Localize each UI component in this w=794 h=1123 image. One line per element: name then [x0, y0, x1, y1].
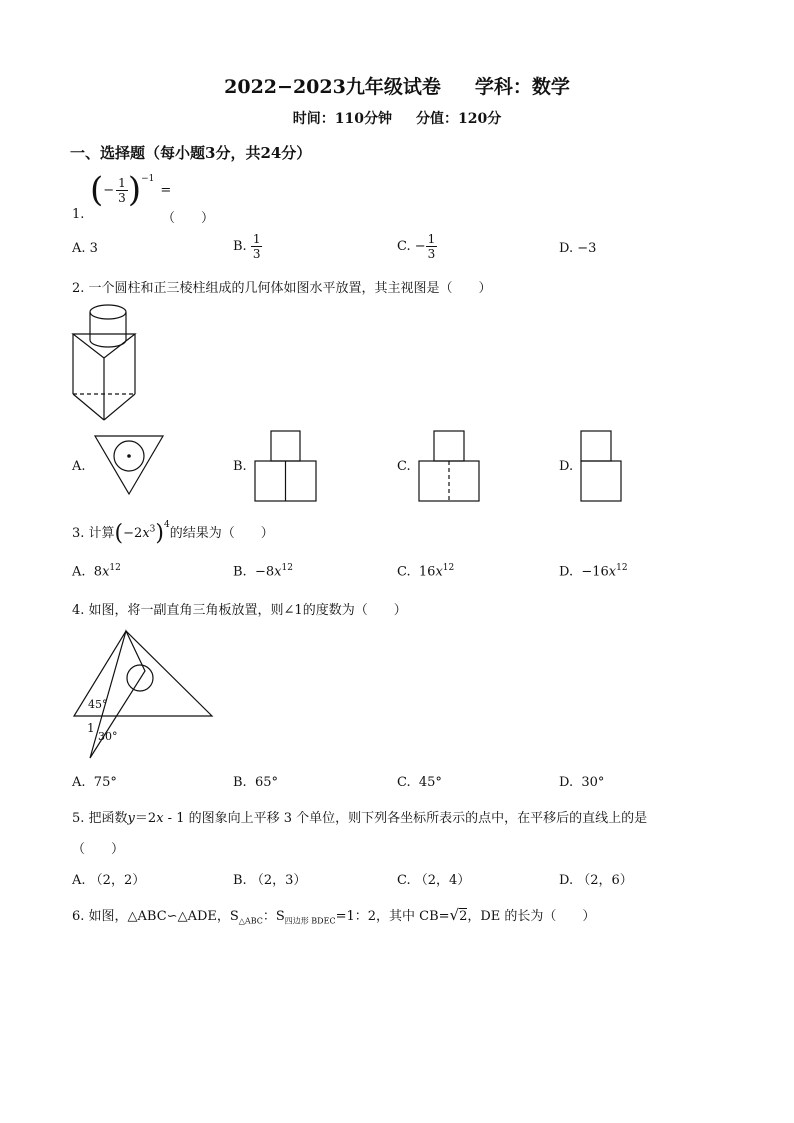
q1-expression: ( − $\frac{1}{3}$ ) $^{-1}$ = [90, 170, 172, 210]
q4-angle-45-label: 45° [88, 698, 108, 711]
q3-text: 3. 计算$(-2x^3)^4$的结果为（ ） [72, 520, 274, 546]
exam-time: 时间：110分钟 [292, 111, 392, 127]
q2-option-c-figure[interactable] [418, 430, 482, 504]
q5-text: 5. 把函数y＝2x - 1 的图象向上平移 3 个单位，则下列各坐标所表示的点中，在平移后的直线上的是 [72, 811, 648, 826]
q4-option-a[interactable]: A. 75° [72, 775, 117, 790]
q1-blank: （ ） [162, 211, 215, 226]
page-title [0, 72, 794, 99]
q5-option-b[interactable]: B. （2，3） [233, 873, 307, 888]
q2-text: 2. 一个圆柱和正三棱柱组成的几何体如图水平放置，其主视图是（ ） [72, 281, 492, 296]
exam-info [0, 108, 794, 128]
q2-option-d-label[interactable]: D. [559, 459, 574, 474]
q6-text: 6. 如图，△ABC∽△ADE，$S_{\triangle ABC}$：$S_{四边形 BDEC}=1$：2，其中 CB=√2，DE 的长为（ ） [72, 906, 596, 926]
q2-option-b-label[interactable]: B. [233, 459, 247, 474]
q3-option-d[interactable]: D. $-16x^{12}$ [559, 563, 628, 580]
q1-option-d[interactable]: D. −3 [559, 241, 597, 256]
q2-option-d-figure[interactable] [580, 430, 624, 504]
q4-option-c[interactable]: C. 45° [397, 775, 442, 790]
q4-figure [72, 628, 218, 762]
q2-option-b-figure[interactable] [254, 430, 318, 504]
q1-option-a[interactable]: A. 3 [72, 241, 98, 256]
title-year: 2022−2023九年级试卷 [224, 76, 441, 98]
q4-text: 4. 如图，将一副直角三角板放置，则∠1的度数为（ ） [72, 603, 407, 618]
q2-option-a-label[interactable]: A. [72, 459, 86, 474]
exam-score: 分值：120分 [416, 111, 502, 127]
q4-angle-30-label: 30° [98, 730, 118, 743]
q5-option-d[interactable]: D. （2，6） [559, 873, 633, 888]
q5-option-c[interactable]: C. （2，4） [397, 873, 471, 888]
q5-blank: （ ） [72, 842, 125, 857]
q4-option-b[interactable]: B. 65° [233, 775, 278, 790]
q3-option-b[interactable]: B. $-8x^{12}$ [233, 563, 293, 580]
q2-option-a-figure[interactable] [92, 433, 166, 497]
q1-option-b[interactable]: B. $\frac{1}{3}$ [233, 232, 261, 261]
q1-option-c[interactable]: C. − $\frac{1}{3}$ [397, 232, 436, 261]
q3-option-c[interactable]: C. $16x^{12}$ [397, 563, 455, 580]
q2-figure [70, 302, 140, 424]
q5-option-a[interactable]: A. （2，2） [72, 873, 146, 888]
q4-angle-1-label: 1 [87, 721, 95, 735]
q3-option-a[interactable]: A. $8x^{12}$ [72, 563, 121, 580]
section-title: 一、选择题（每小题3分，共24分） [70, 144, 312, 162]
q1-number: 1. [72, 207, 85, 222]
q4-option-d[interactable]: D. 30° [559, 775, 605, 790]
title-subject: 学科：数学 [474, 76, 570, 98]
q2-option-c-label[interactable]: C. [397, 459, 411, 474]
